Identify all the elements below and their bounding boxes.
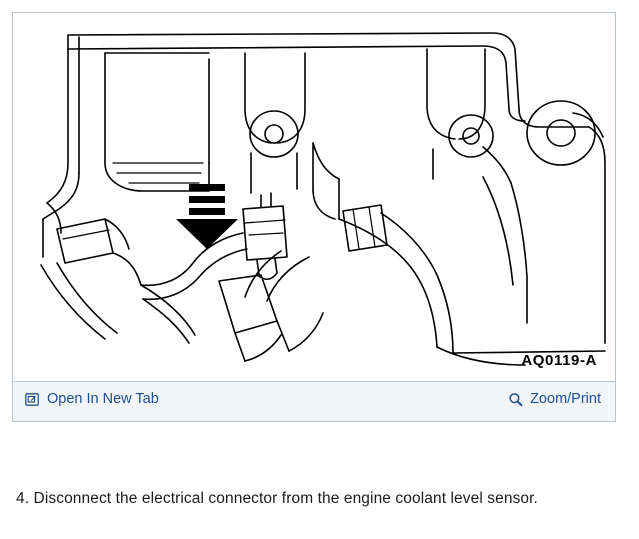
open-in-new-tab-label: Open In New Tab — [47, 391, 159, 407]
figure-card — [12, 12, 616, 422]
engine-diagram-svg — [13, 13, 615, 381]
callout-arrow — [176, 184, 238, 249]
zoom-print-button[interactable] — [508, 391, 601, 407]
figure-code-label: AQ0119-A — [521, 352, 597, 369]
figure-toolbar — [13, 381, 615, 421]
open-in-new-tab-icon — [25, 392, 40, 407]
figure-caption: 4. Disconnect the electrical connector from the engine coolant level sensor. — [16, 490, 538, 507]
magnifier-icon — [508, 392, 523, 407]
open-in-new-tab-button[interactable] — [25, 391, 159, 407]
figure-illustration — [13, 13, 615, 381]
zoom-print-label: Zoom/Print — [530, 391, 601, 407]
